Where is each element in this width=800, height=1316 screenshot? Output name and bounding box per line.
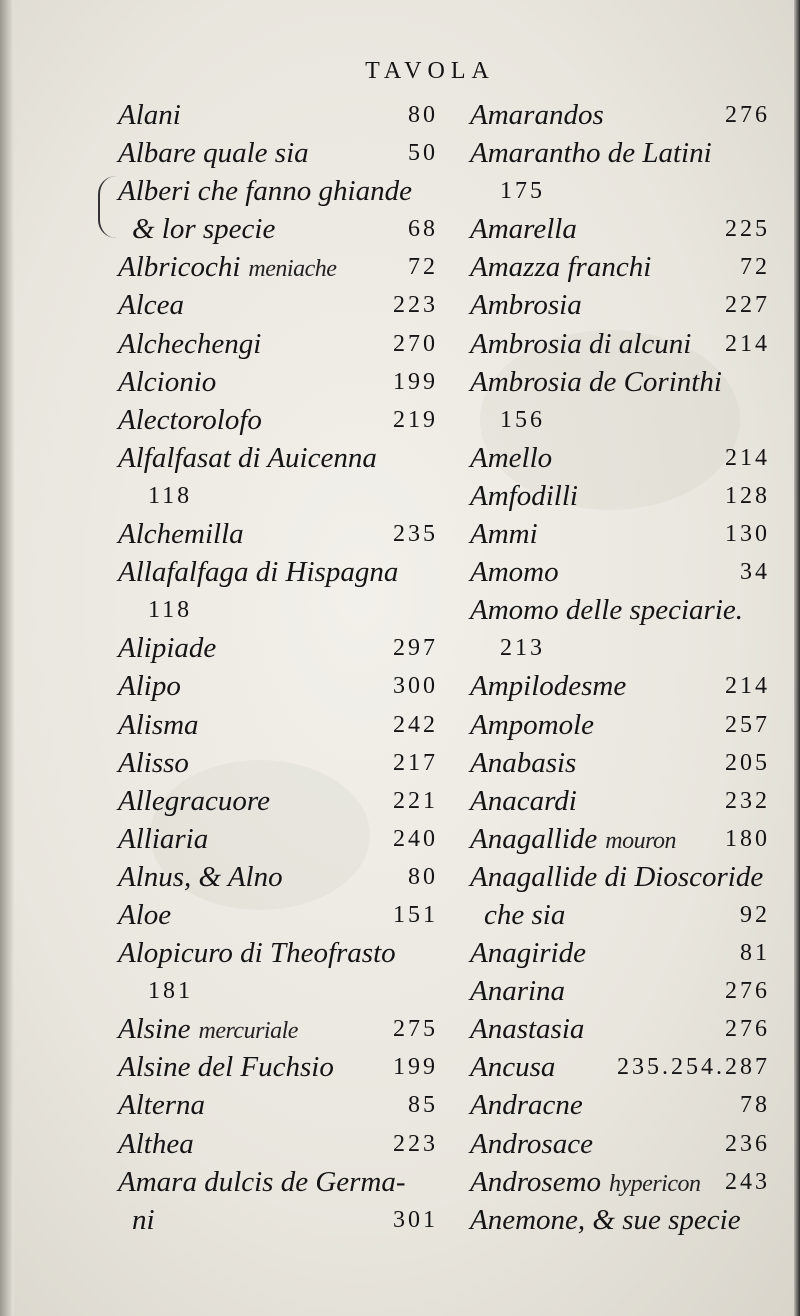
entry-page-number: 199 [393,1054,438,1081]
entry-term [118,629,216,667]
entry-term-text: Amello [470,441,553,474]
index-entry [470,553,770,591]
entry-page-number: 130 [725,521,770,548]
handwritten-note: hypericon [609,1170,701,1197]
entry-term-text: ni [132,1203,155,1236]
entry-page-number: 221 [393,787,438,814]
entry-term-text: Anastasia [470,1013,585,1046]
entry-term-text: Androsemo [470,1165,602,1198]
entry-term-text: Anarina [470,975,566,1008]
handwritten-note: mouron [605,827,677,854]
entry-term-text: Alcionio [118,365,217,398]
entry-term-text: Ambrosia de Corinthi [470,365,722,398]
entry-term-text: Ancusa [470,1051,556,1084]
index-entry [118,820,438,858]
index-entry [470,248,770,286]
index-entry [470,286,770,324]
entry-page-number: 276 [725,102,770,128]
index-entry [470,439,770,477]
entry-term-text: Amarantho de Latini [470,137,712,170]
entry-term-text: Albare quale sia [118,137,309,170]
entry-term-text: Alisso [118,746,189,779]
entry-term [470,1086,583,1124]
entry-term-text: Alisma [118,708,199,741]
entry-term-text: Androsace [470,1127,593,1160]
entry-term-text: Alsine [118,1013,191,1046]
entry-term-text: Ampilodesme [470,670,627,703]
entry-page-number: 180 [725,825,770,852]
entry-term [118,515,244,553]
index-entry [118,553,438,591]
entry-term-text: Anabasis [470,746,577,779]
entry-term-text: Ambrosia [470,289,582,322]
entry-term-text: Amazza franchi [470,251,652,284]
entry-term-text: Alcea [118,289,185,322]
entry-term [470,553,559,591]
entry-page-number: 80 [408,102,438,128]
entry-term [118,172,412,210]
index-entry [470,477,770,515]
entry-term [118,439,377,477]
handwritten-note: meniache [248,256,337,283]
entry-term [470,706,594,744]
index-entry [118,896,438,934]
entry-page-number: 235.254.287 [617,1054,770,1081]
entry-term [118,896,171,934]
index-entry [118,782,438,820]
entry-term [470,134,712,172]
index-entry [118,248,438,286]
entry-page-number: 205 [725,749,770,776]
entry-term [484,896,565,934]
entry-page-number: 276 [725,978,770,1005]
entry-term-text: Alipiade [118,632,217,665]
index-entry [118,210,438,248]
entry-term-text: Alectorolofo [118,403,262,436]
entry-term [118,1163,406,1201]
entry-term [470,96,604,134]
entry-term [118,1086,205,1124]
index-entry [118,744,438,782]
entry-term [118,96,181,134]
entry-term [470,934,586,972]
entry-term [118,248,336,288]
entry-page-number: 72 [740,254,770,281]
entry-term [470,363,722,401]
index-entry [470,782,770,820]
entry-term-text: Albricochi [118,251,241,284]
index-entry [118,1125,438,1163]
entry-term-text: Andracne [470,1089,583,1122]
entry-term [470,439,552,477]
entry-term [470,1010,584,1048]
entry-term [118,553,398,591]
index-entry [118,172,438,210]
entry-term-text: Alberi che fanno ghiande [118,175,412,208]
entry-page-number: 151 [393,901,438,928]
entry-term-text: Alani [118,99,181,131]
entry-term [470,1048,555,1086]
entry-term [470,972,565,1010]
entry-term-text: Althea [118,1127,194,1160]
index-entry [470,401,770,439]
page-header: TAVOLA [365,58,495,84]
entry-page-number: 257 [725,711,770,738]
index-entry [470,972,770,1010]
entry-page-number: 242 [393,711,438,738]
index-entry [118,1201,438,1239]
index-entry [470,858,770,896]
entry-term-text: Amomo delle speciarie. [470,594,744,627]
entry-page-number: 80 [408,863,438,890]
page-gutter-shadow [0,0,14,1316]
entry-term-text: Anagallide [470,822,598,855]
index-entry [118,401,438,439]
entry-page-number: 225 [725,216,770,243]
index-entry [470,515,770,553]
entry-term-text: Allegracuore [118,784,270,817]
entry-term [118,744,189,782]
entry-term [118,1010,298,1050]
entry-term-text: Alchechengi [118,327,262,360]
entry-term-text: Aloe [118,898,172,931]
entry-page-number: 72 [408,254,438,281]
entry-term [132,1201,155,1239]
index-entry [470,1125,770,1163]
index-entry [118,96,438,134]
entry-term-text: Amarella [470,213,577,246]
index-entry [118,477,438,515]
entry-term [118,363,216,401]
entry-page-number: 214 [725,444,770,471]
entry-term-text: Alopicuro di Theofrasto [118,937,396,970]
entry-page-number: 92 [740,901,770,928]
entry-page-number: 270 [393,330,438,357]
entry-term-text: Alterna [118,1089,205,1122]
index-entry [470,172,770,210]
index-entry [118,363,438,401]
entry-page-number: 223 [393,1130,438,1157]
index-entry [118,667,438,705]
entry-term [118,706,199,744]
index-entry [118,1086,438,1124]
index-entry [470,96,770,134]
entry-term-text: Amfodilli [470,479,578,512]
index-entry [118,439,438,477]
entry-term [118,934,396,972]
entry-page-number: 240 [393,825,438,852]
entry-term [118,858,283,896]
entry-term [470,744,576,782]
index-entry [470,934,770,972]
index-entry [470,1010,770,1048]
entry-page-number: 297 [393,635,438,662]
entry-term-text: Amara dulcis de Germa- [118,1165,406,1198]
entry-term [470,286,582,324]
entry-term [470,1201,741,1239]
entry-term [118,286,184,324]
entry-page-number: 81 [740,940,770,967]
entry-page-number: 85 [408,1092,438,1119]
index-entry [470,667,770,705]
entry-term [470,515,538,553]
entry-page-number: 128 [725,482,770,509]
entry-term-text: Alnus, & Alno [118,860,283,893]
entry-page-number: 34 [740,559,770,586]
entry-term-text: Ampomole [470,708,595,741]
index-entry [470,1163,770,1201]
entry-page-number: 301 [393,1206,438,1233]
bracket-mark [98,176,118,238]
entry-page-number: 199 [393,368,438,395]
entry-term [118,401,262,439]
entry-page-number: 78 [740,1092,770,1119]
handwritten-note: mercuriale [198,1018,298,1045]
index-entry [470,706,770,744]
entry-term [118,1048,334,1086]
entry-term [118,134,309,172]
entry-term-text: Alchemilla [118,518,244,551]
index-entry [118,972,438,1010]
entry-term-text: che sia [484,898,566,931]
entry-term-text: Alipo [118,670,181,703]
entry-page-number: 276 [725,1016,770,1043]
entry-term-text: Anagallide di Dioscoride [470,860,764,893]
entry-term [470,325,691,363]
entry-term-text: Ammi [470,518,538,551]
entry-term [118,782,270,820]
entry-term [470,782,577,820]
entry-page-number: 118 [148,597,193,624]
entry-term-text: Alsine del Fuchsio [118,1051,334,1084]
entry-term-text: Alliaria [118,822,209,855]
index-entry [470,1201,770,1239]
index-entry [470,363,770,401]
entry-term-text: Allafalfaga di Hispagna [118,556,399,589]
entry-term [470,1125,593,1163]
index-entry [118,325,438,363]
entry-term [118,820,208,858]
entry-page-number: 118 [148,482,193,509]
entry-term [118,1125,194,1163]
entry-page-number: 232 [725,787,770,814]
entry-term [118,325,261,363]
index-entry [470,325,770,363]
entry-term [470,858,763,896]
entry-page-number: 243 [725,1168,770,1195]
entry-term-text: Anagiride [470,937,586,970]
index-entry [470,744,770,782]
index-entry [118,1163,438,1201]
entry-page-number: 300 [393,673,438,700]
entry-page-number: 50 [408,140,438,167]
entry-page-number: 214 [725,673,770,700]
index-entry [118,629,438,667]
page-edge-shadow [794,0,800,1316]
index-entry [470,1086,770,1124]
entry-term [470,477,578,515]
entry-term [132,210,275,248]
index-entry [118,858,438,896]
index-entry [470,591,770,629]
entry-term-text: & lor specie [132,213,276,246]
entry-term [470,820,676,860]
entry-page-number: 68 [408,216,438,243]
index-column-right [470,96,770,1239]
entry-term [118,667,181,705]
entry-page-number: 236 [725,1130,770,1157]
entry-page-number: 217 [393,749,438,776]
entry-page-number: 213 [500,635,545,662]
entry-term-text: Anacardi [470,784,577,817]
entry-term [470,667,626,705]
entry-page-number: 223 [393,292,438,319]
entry-term [470,591,743,629]
entry-page-number: 219 [393,406,438,433]
entry-term-text: Amomo [470,556,559,589]
index-entry [118,706,438,744]
index-entry [470,1048,770,1086]
entry-term [470,1163,701,1203]
entry-term [470,210,577,248]
entry-page-number: 227 [725,292,770,319]
entry-term-text: Alfalfasat di Auicenna [118,441,377,474]
index-entry [118,591,438,629]
index-entry [470,820,770,858]
index-entry [118,134,438,172]
entry-term-text: Amarandos [470,99,604,131]
index-entry [470,210,770,248]
entry-page-number: 175 [500,178,545,205]
entry-term [470,248,651,286]
index-entry [470,896,770,934]
index-entry [470,134,770,172]
entry-page-number: 156 [500,406,545,433]
index-column-left [118,96,438,1239]
index-entry [470,629,770,667]
index-entry [118,934,438,972]
entry-term-text: Anemone, & sue specie [470,1203,741,1236]
index-entry [118,515,438,553]
index-entry [118,1048,438,1086]
entry-page-number: 275 [393,1016,438,1043]
entry-page-number: 235 [393,521,438,548]
index-entry [118,286,438,324]
entry-page-number: 214 [725,330,770,357]
index-entry [118,1010,438,1048]
entry-page-number: 181 [148,978,193,1005]
entry-term-text: Ambrosia di alcuni [470,327,692,360]
